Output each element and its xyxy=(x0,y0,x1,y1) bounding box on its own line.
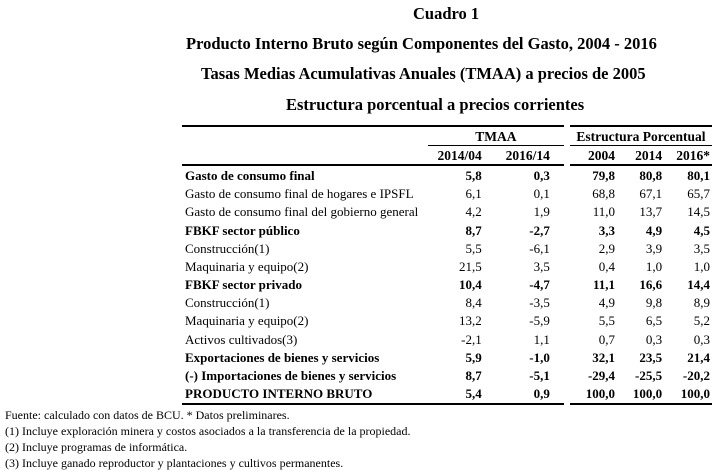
table-title: Producto Interno Bruto según Componentes del Gasto, 2004 - 2016 xyxy=(186,34,657,53)
footnotes xyxy=(5,407,411,471)
row-value: 11,0 xyxy=(567,203,621,221)
col-header: 2016* xyxy=(666,146,712,166)
row-value: 3,5 xyxy=(533,258,550,274)
row-value: 6,1 xyxy=(465,186,482,202)
row-value: -1,0 xyxy=(529,349,550,365)
row-value: 4,2 xyxy=(465,204,482,220)
col-header: 2016/14 xyxy=(498,146,567,166)
row-value: 5,5 xyxy=(465,240,482,256)
row-value: 8,4 xyxy=(465,295,482,311)
row-value: 14,5 xyxy=(687,204,710,220)
row-value: 100,0 xyxy=(666,385,712,404)
col-header: 2014 xyxy=(621,146,666,166)
header-blank xyxy=(182,126,428,146)
row-value: -2,1 xyxy=(461,331,482,347)
table-subtitle-2: Estructura porcentual a precios corrientes xyxy=(286,95,585,114)
row-value: 21,4 xyxy=(687,349,710,365)
row-label: Exportaciones de bienes y servicios xyxy=(185,349,380,365)
row-value: -20,2 xyxy=(682,368,710,384)
row-label: Maquinaria y equipo(2) xyxy=(185,313,309,329)
row-value: -5,1 xyxy=(529,368,550,384)
header-estructura: Estructura Porcentual xyxy=(567,126,712,146)
table-row xyxy=(182,257,712,275)
row-value: -6,1 xyxy=(529,240,550,256)
row-value: 4,9 xyxy=(645,222,663,238)
row-value: 100,0 xyxy=(621,385,666,404)
table-row xyxy=(182,294,712,312)
row-value: 68,8 xyxy=(567,185,621,203)
row-value: 0,3 xyxy=(533,167,550,183)
column-header-row xyxy=(182,146,712,166)
row-label: Gasto de consumo final del gobierno general xyxy=(185,204,419,220)
row-value: 1,1 xyxy=(533,331,550,347)
row-value: 1,9 xyxy=(533,204,550,220)
row-label: Construcción(1) xyxy=(185,295,270,311)
row-value: 65,7 xyxy=(687,186,710,202)
row-value: 0,1 xyxy=(533,186,550,202)
row-value: 5,5 xyxy=(567,312,621,330)
row-label: Construcción(1) xyxy=(185,240,270,256)
group-header-row xyxy=(182,126,712,146)
row-value: 13,2 xyxy=(458,313,482,329)
row-value: 4,9 xyxy=(567,294,621,312)
row-label: Activos cultivados(3) xyxy=(185,331,298,347)
col-header: 2004 xyxy=(567,146,621,166)
row-value: 23,5 xyxy=(639,349,663,365)
row-value: 3,5 xyxy=(693,240,710,256)
table-row xyxy=(182,185,712,203)
table-row xyxy=(182,366,712,384)
table-row xyxy=(182,239,712,257)
table-row xyxy=(182,165,712,184)
row-label: Maquinaria y equipo(2) xyxy=(185,258,309,274)
row-value: 8,7 xyxy=(465,222,482,238)
header-blank-2 xyxy=(182,146,428,166)
row-value: 2,9 xyxy=(567,239,621,257)
row-value: 67,1 xyxy=(639,186,663,202)
row-value: 79,8 xyxy=(567,165,621,184)
row-value: 5,9 xyxy=(465,349,482,365)
row-value: 1,0 xyxy=(645,258,663,274)
row-value: 100,0 xyxy=(567,385,621,404)
table-row xyxy=(182,348,712,366)
row-value: 1,0 xyxy=(693,258,710,274)
row-value: -5,9 xyxy=(529,313,550,329)
row-value: 3,3 xyxy=(567,221,621,239)
row-label: PRODUCTO INTERNO BRUTO xyxy=(182,385,428,404)
gdp-table xyxy=(182,125,712,405)
footnote: (3) Incluye ganado reproductor y plantaciones y cultivos permanentes. xyxy=(5,456,344,470)
row-value: 9,8 xyxy=(645,295,663,311)
row-value: 8,9 xyxy=(693,295,710,311)
row-label: Gasto de consumo final de hogares e IPSFL xyxy=(185,186,414,202)
table-row xyxy=(182,203,712,221)
table-body xyxy=(182,165,712,403)
row-value: 11,1 xyxy=(567,276,621,294)
row-value: -3,5 xyxy=(529,295,550,311)
row-value: -29,4 xyxy=(567,366,621,384)
row-label: Gasto de consumo final xyxy=(185,167,315,183)
row-value: 0,3 xyxy=(645,331,663,347)
row-value: -25,5 xyxy=(635,368,663,384)
row-value: 5,4 xyxy=(428,385,498,404)
row-value: -4,7 xyxy=(529,277,550,293)
row-value: 21,5 xyxy=(458,258,482,274)
footnote: (1) Incluye exploración minera y costos asociados a la transferencia de la propiedad. xyxy=(5,424,411,438)
row-value: 0,9 xyxy=(498,385,567,404)
row-value: 80,1 xyxy=(687,167,710,183)
row-value: 13,7 xyxy=(639,204,663,220)
header-tmaa: TMAA xyxy=(428,126,567,146)
row-value: 5,2 xyxy=(693,313,710,329)
row-value: 0,3 xyxy=(693,331,710,347)
table-row xyxy=(182,221,712,239)
row-value: -2,7 xyxy=(529,222,550,238)
table-row xyxy=(182,385,712,404)
row-value: 4,5 xyxy=(693,222,710,238)
table-subtitle: Tasas Medias Acumulativas Anuales (TMAA) a precios de 2005 xyxy=(201,64,646,83)
row-value: 0,4 xyxy=(567,257,621,275)
row-value: 16,6 xyxy=(639,277,663,293)
row-value: 8,7 xyxy=(465,368,482,384)
row-value: 6,5 xyxy=(645,313,663,329)
row-value: 0,7 xyxy=(567,330,621,348)
table-row xyxy=(182,312,712,330)
row-label: FBKF sector público xyxy=(185,222,300,238)
row-label: FBKF sector privado xyxy=(185,277,302,293)
table-number: Cuadro 1 xyxy=(413,4,480,23)
table-row xyxy=(182,276,712,294)
row-value: 14,4 xyxy=(687,277,710,293)
row-label: (-) Importaciones de bienes y servicios xyxy=(185,368,397,384)
row-value: 10,4 xyxy=(458,277,482,293)
col-header: 2014/04 xyxy=(428,146,498,166)
row-value: 3,9 xyxy=(645,240,663,256)
footnote: (2) Incluye programas de informática. xyxy=(5,440,188,454)
footnote: Fuente: calculado con datos de BCU. * Datos preliminares. xyxy=(5,408,290,422)
row-value: 32,1 xyxy=(567,348,621,366)
row-value: 5,8 xyxy=(465,167,482,183)
row-value: 80,8 xyxy=(639,167,663,183)
table-row xyxy=(182,330,712,348)
